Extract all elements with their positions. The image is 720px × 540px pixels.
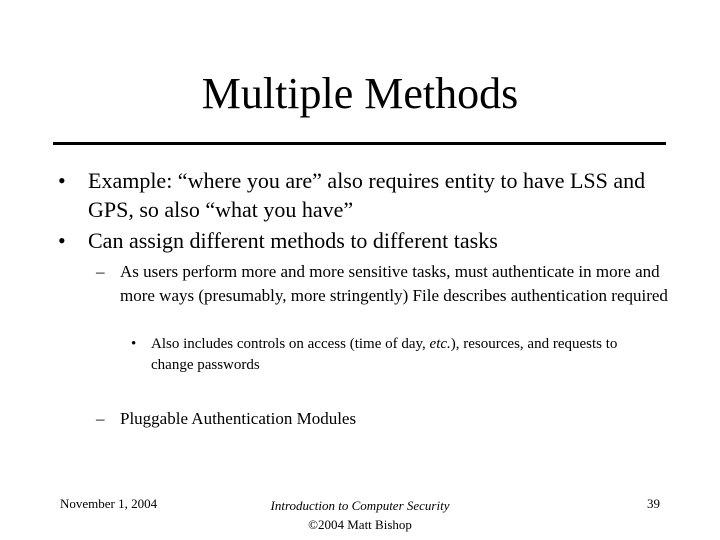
sub-sub-bullet-text <box>151 334 651 376</box>
dash-icon: – <box>96 262 105 281</box>
sub-bullet-text: As users perform more and more sensitive tasks, must authenticate in more and more ways (presumably, more stringently) File describes authentication required <box>120 262 668 305</box>
page-number: 39 <box>647 496 660 511</box>
footer-center <box>200 496 520 534</box>
slide-title: Multiple Methods <box>201 69 519 118</box>
sub-bullet-text: Pluggable Authentication Modules <box>120 409 357 428</box>
bullet-icon: • <box>58 168 66 193</box>
dash-icon: – <box>96 409 105 428</box>
bullet-icon: • <box>58 228 66 253</box>
bullet-icon: • <box>131 336 137 352</box>
text-before: Also includes controls on access (time of day, <box>151 336 430 352</box>
text-italic: etc. <box>429 336 451 352</box>
bullet-text: Can assign different methods to different tasks <box>88 228 498 253</box>
text-after: ), resources, and requests to change passwords <box>151 336 618 373</box>
bullet-text: Example: “where you are” also requires entity to have LSS and GPS, so also “what you have” <box>88 168 646 222</box>
title-divider <box>53 142 666 145</box>
footer-copyright: ©2004 Matt Bishop <box>308 517 412 532</box>
footer-date: November 1, 2004 <box>60 496 158 511</box>
footer-course: Introduction to Computer Security <box>270 498 450 513</box>
